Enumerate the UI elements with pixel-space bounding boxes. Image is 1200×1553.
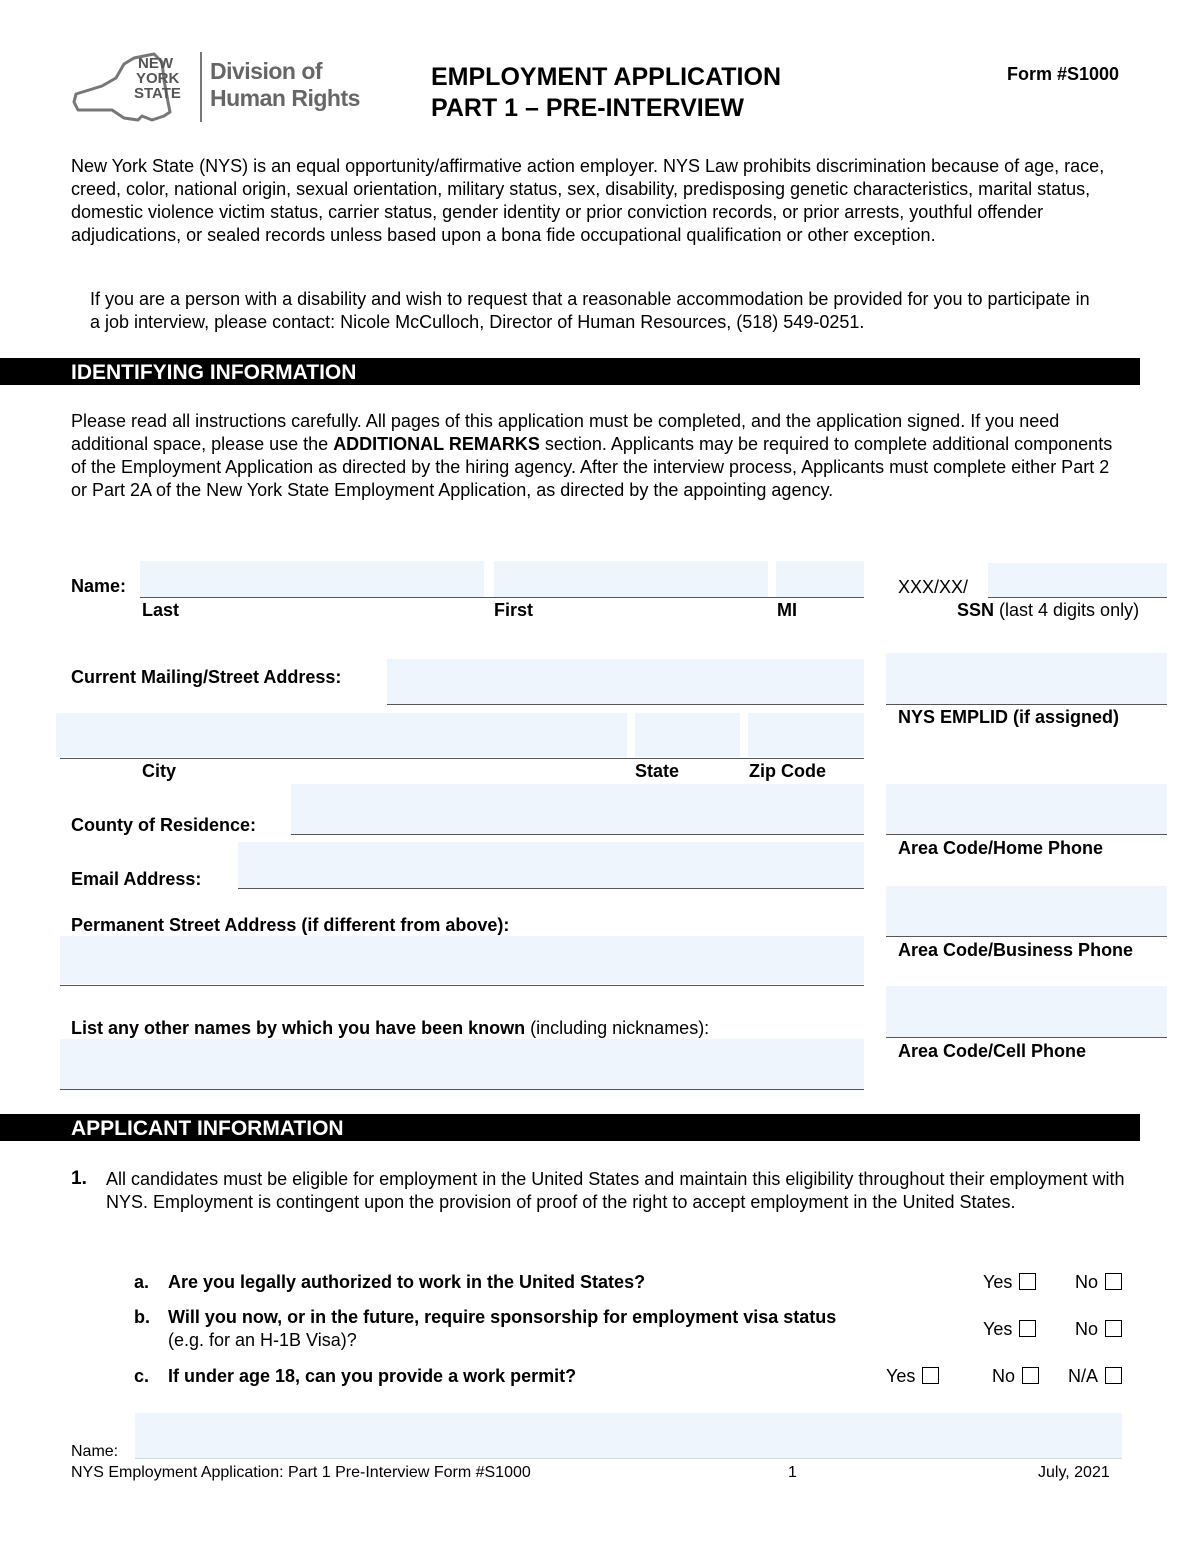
- footer-name-label: Name:: [71, 1443, 119, 1460]
- question-b-no[interactable]: [1075, 1319, 1122, 1340]
- email-label: Email Address:: [71, 869, 202, 889]
- question-a-text: Are you legally authorized to work in the United States?: [168, 1272, 646, 1292]
- mi-label: MI: [777, 600, 797, 620]
- home-phone-underline: [886, 834, 1167, 835]
- first-label: First: [494, 600, 534, 620]
- instructions: [71, 410, 1126, 502]
- email-underline: [238, 888, 864, 889]
- logo-state-line3: STATE: [134, 85, 181, 102]
- question-c-no[interactable]: [992, 1366, 1039, 1387]
- no-label: No: [1075, 1272, 1099, 1292]
- q1-text: All candidates must be eligible for employment in the United States and maintain this eligibility throughout their employment with NYS. Employment is contingent upon the provision of proof of the right to accept employment in the United States.: [106, 1169, 1125, 1212]
- ssn-label: SSN: [957, 600, 995, 620]
- home-phone-field[interactable]: [886, 784, 1167, 834]
- question-a-no-checkbox[interactable]: [1105, 1273, 1122, 1290]
- other-names-label: List any other names by which you have been known: [71, 1018, 526, 1038]
- instructions-after: section. Applicants may be required to complete additional components of the Employment Application as directed by the hiring agency. After the interview process, Applicants must complete either Part 2 or Part 2A of the New York State Employment Application, as directed by the appointing agency.: [71, 434, 1113, 500]
- title-line1: EMPLOYMENT APPLICATION: [431, 63, 781, 91]
- other-names-note: (including nicknames):: [525, 1018, 710, 1038]
- instructions-before: Please read all instructions carefully. All pages of this application must be completed, and the application signed. If you need additional space, please use the: [71, 411, 1060, 454]
- last-name-field[interactable]: [140, 561, 484, 597]
- identifying-heading: [0, 358, 1140, 385]
- first-name-field[interactable]: [494, 561, 768, 597]
- zip-code-field[interactable]: [748, 713, 864, 757]
- state-label: State: [635, 761, 680, 781]
- footer-form-title: NYS Employment Application: Part 1 Pre-Interview Form #S1000: [71, 1464, 531, 1481]
- middle-initial-field[interactable]: [776, 561, 864, 597]
- county-underline: [291, 834, 864, 835]
- footer-name-field[interactable]: [135, 1413, 1122, 1458]
- yes-label: Yes: [983, 1319, 1013, 1339]
- question-b-note: (e.g. for an H-1B Visa)?: [168, 1330, 357, 1350]
- yes-label: Yes: [886, 1366, 916, 1386]
- other-names-underline: [60, 1089, 864, 1090]
- question-a-no[interactable]: [1075, 1272, 1122, 1293]
- state-field[interactable]: [635, 713, 740, 757]
- street-address-underline: [387, 704, 864, 705]
- county-label: County of Residence:: [71, 815, 257, 835]
- cell-phone-field[interactable]: [886, 986, 1167, 1037]
- question-a-yes-checkbox[interactable]: [1019, 1273, 1036, 1290]
- ssn-note: (last 4 digits only): [994, 600, 1140, 620]
- ssn-field[interactable]: [988, 563, 1167, 597]
- business-phone-underline: [886, 936, 1167, 937]
- question-a-yes[interactable]: [983, 1272, 1036, 1293]
- question-b-text: Will you now, or in the future, require sponsorship for employment visa status: [168, 1307, 837, 1327]
- accommodation-notice: If you are a person with a disability and wish to request that a reasonable accommodation be provided for you to participate in a job interview, please contact: Nicole McCulloch, Director of Human Resources, (518) 549-0251.: [90, 289, 1090, 332]
- question-b-yes[interactable]: [983, 1319, 1036, 1340]
- business-phone-field[interactable]: [886, 886, 1167, 936]
- nys-dhr-logo: [72, 50, 372, 126]
- ssn-underline: [988, 597, 1167, 598]
- eeo-statement: New York State (NYS) is an equal opportunity/affirmative action employer. NYS Law prohibits discrimination because of age, race, creed, color, national origin, sexual orientation, military status, sex, disability, predisposing genetic characteristics, marital status, domestic violence victim status, carrier status, gender identity or prior conviction records, or prior arrests, youthful offender adjudications, or sealed records unless based upon a bona fide occupational qualification or other exception.: [71, 156, 1105, 245]
- address-label: Current Mailing/Street Address:: [71, 667, 342, 687]
- email-field[interactable]: [238, 842, 864, 888]
- county-field[interactable]: [291, 784, 864, 834]
- question-c-no-checkbox[interactable]: [1022, 1367, 1039, 1384]
- question-c-yes-checkbox[interactable]: [922, 1367, 939, 1384]
- question-c-na[interactable]: [1068, 1366, 1122, 1387]
- ssn-caption: [957, 600, 1139, 621]
- logo-state-line1: NEW: [138, 55, 173, 72]
- other-names-caption: [71, 1018, 709, 1039]
- cell-phone-underline: [886, 1037, 1167, 1038]
- form-number: Form #S1000: [1007, 64, 1120, 84]
- question-c-text: If under age 18, can you provide a work permit?: [168, 1366, 577, 1386]
- name-underline: [140, 597, 864, 598]
- emplid-label: NYS EMPLID (if assigned): [898, 707, 1120, 727]
- instructions-bold: ADDITIONAL REMARKS: [333, 434, 540, 454]
- footer-page-number: 1: [788, 1464, 797, 1481]
- permanent-address-field[interactable]: [60, 936, 864, 984]
- question-b-no-checkbox[interactable]: [1105, 1320, 1122, 1337]
- question-c-yes[interactable]: [886, 1366, 939, 1387]
- ssn-prefix: XXX/XX/: [898, 577, 969, 597]
- page-title: [431, 62, 781, 124]
- applicant-heading: [0, 1114, 1140, 1141]
- q1-number: 1.: [71, 1168, 87, 1189]
- city-label: City: [142, 761, 177, 781]
- footer-date: July, 2021: [1038, 1464, 1110, 1481]
- permanent-address-underline: [60, 985, 864, 986]
- logo-divider: [200, 52, 202, 122]
- emplid-field[interactable]: [886, 653, 1167, 704]
- street-address-field[interactable]: [387, 659, 864, 704]
- business-phone-label: Area Code/Business Phone: [898, 940, 1134, 960]
- logo-org-line1: Division of: [210, 58, 323, 84]
- question-b-letter: b.: [134, 1307, 150, 1327]
- footer-name-underline: [135, 1458, 1122, 1459]
- na-label: N/A: [1068, 1366, 1099, 1386]
- permanent-address-label: Permanent Street Address (if different from above):: [71, 915, 510, 935]
- no-label: No: [1075, 1319, 1099, 1339]
- zip-label: Zip Code: [749, 761, 826, 781]
- yes-label: Yes: [983, 1272, 1013, 1292]
- last-label: Last: [142, 600, 180, 620]
- question-c-na-checkbox[interactable]: [1105, 1367, 1122, 1384]
- applicant-heading-text: APPLICANT INFORMATION: [71, 1117, 344, 1140]
- logo-org-line2: Human Rights: [210, 85, 360, 111]
- no-label: No: [992, 1366, 1016, 1386]
- other-names-field[interactable]: [60, 1039, 864, 1089]
- identifying-heading-text: IDENTIFYING INFORMATION: [71, 361, 357, 384]
- question-a-letter: a.: [134, 1272, 150, 1292]
- logo-state-line2: YORK: [136, 70, 180, 87]
- emplid-underline: [886, 704, 1167, 705]
- question-c-letter: c.: [134, 1366, 150, 1386]
- city-field[interactable]: [56, 713, 627, 757]
- question-b-yes-checkbox[interactable]: [1019, 1320, 1036, 1337]
- name-label: Name:: [71, 576, 127, 596]
- city-state-zip-underline: [60, 758, 864, 759]
- cell-phone-label: Area Code/Cell Phone: [898, 1041, 1087, 1061]
- home-phone-label: Area Code/Home Phone: [898, 838, 1104, 858]
- title-line2: PART 1 – PRE-INTERVIEW: [431, 94, 745, 122]
